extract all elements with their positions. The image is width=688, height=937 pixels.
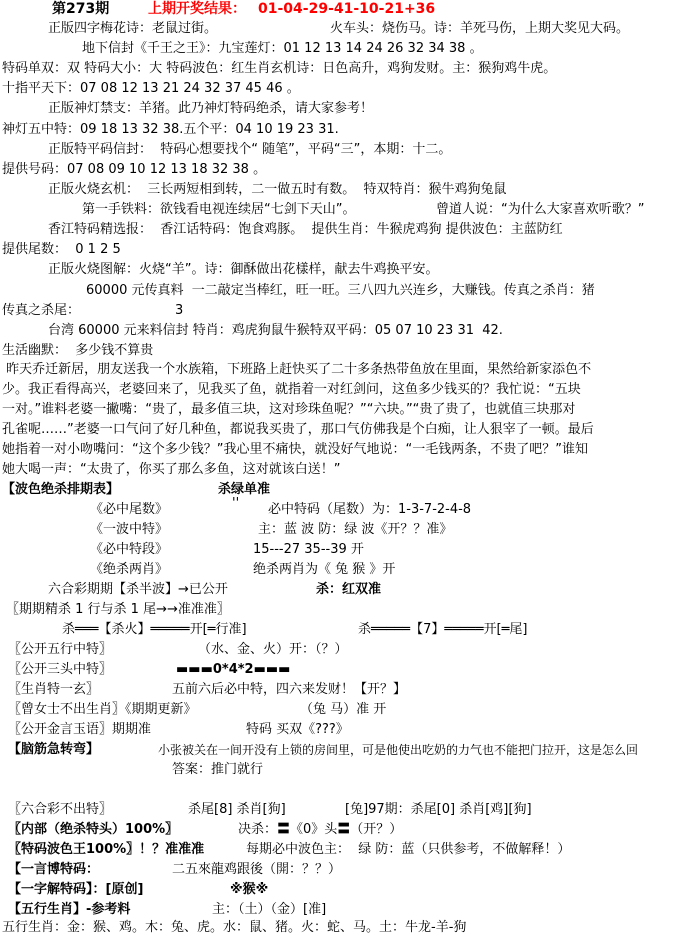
fax-kill-tail-value: 3 [175, 303, 184, 318]
brain-teaser-label: 【脑筋急转弯】 [8, 742, 100, 757]
one-char-value: ※猴※ [230, 882, 269, 897]
one-char-label: 【一字解特码】：[原创] [8, 882, 144, 897]
must-tail-value: 必中特码（尾数）为：1-3-7-2-4-8 [268, 502, 472, 517]
kill-half-wave-line: 六合彩期期【杀半波】→已公开 [48, 582, 228, 597]
hongkong-selection-line: 香江特码精选报： 香江话特码：饱食鸡豚。 提供生肖：牛猴虎鸡狗 提供波色：主蓝防红 [48, 222, 563, 237]
lamp-five-line: 神灯五中特：09 18 13 32 38.五个平：04 10 19 23 31. [2, 122, 339, 137]
kill-green-label: 杀绿单准 [218, 482, 271, 497]
fax-kill-tail-label: 传真之杀尾： [2, 303, 81, 318]
humor-title: 生活幽默： 多少钱不算贵 [2, 343, 154, 358]
internal-kill-head-value: 决杀：〓《0》头〓（开？） [238, 822, 403, 837]
ms-zeng-value: （兔 马）准 开 [300, 702, 387, 717]
story-line-1: 昨天乔迁新居，朋友送我一个水族箱，下班路上赶快买了二十多条热带鱼放在里面，果然给新家添色不 [2, 362, 592, 377]
ten-fingers-line: 十指平天下：07 08 12 13 21 24 32 37 45 46 。 [2, 81, 300, 96]
special-flat-envelope-line: 正版特平码信封： 特码心想要找个“ 随笔”，平码“三”，本期：十二。 [48, 142, 452, 157]
first-hand-line: 第一手铁料：欲钱看电视连续居“七剑下天山”。 [82, 202, 356, 217]
brain-teaser-answer: 答案：推门就行 [172, 762, 264, 777]
kill-row-title: 〖期期精杀 1 行与杀 1 尾→→准准准〗 [6, 602, 230, 617]
result-numbers: 01-04-29-41-10-21+36 [258, 1, 436, 17]
ms-zeng-label: 〖曾女士不出生肖〗《期期更新》 [8, 702, 197, 717]
story-line-2: 少。我正看得高兴，老婆回来了，见我买了鱼，就指着一对红剑问，这鱼多少钱买的？我忙说：“五块 [2, 382, 581, 397]
kill-fire-row: 杀═══【杀火】═════开[═行准] [62, 622, 247, 637]
no-special-label: 〖六合彩不出特〗 [8, 802, 113, 817]
result-label: 上期开奖结果： [148, 1, 246, 17]
five-element-label: 〖公开五行中特〗 [8, 642, 113, 657]
train-head-line: 火车头：烧伤马。诗：羊死马伤，上期大奖见大码。 [330, 21, 630, 36]
one-wave-value: 主：蓝 波 防：绿 波《开？？准》 [258, 522, 453, 537]
five-element-zodiac-list: 五行生肖：金：猴、鸡。木：兔、虎。水：鼠、猪。火：蛇、马。土：牛龙-羊-狗 [2, 920, 467, 935]
period-label: 第273期 [52, 1, 110, 17]
wave-king-label: 〖特码波色王100%〗！？准准准 [8, 842, 205, 857]
five-element-zodiac-label: 【五行生肖】-参考料 [8, 902, 131, 917]
five-element-value: （水、金、火）开：（？） [198, 642, 348, 657]
priest-says-line: 曾道人说：“为什么大家喜欢听歌？” [436, 202, 645, 217]
kill-two-label: 《绝杀两肖》 [90, 562, 169, 577]
kill-red-even-label: 杀：红双准 [316, 582, 382, 597]
zodiac-mystery-label: 〖生肖特一玄〗 [8, 682, 100, 697]
taiwan-envelope-line: 台湾 60000 元来料信封 特肖：鸡虎狗鼠牛猴特双平码：05 07 10 23 31 42. [48, 323, 503, 338]
must-range-label: 《必中特段》 [90, 542, 169, 557]
internal-kill-head-label: 〖内部（绝杀特头）100%〗 [8, 822, 179, 837]
underground-envelope-line: 地下信封《千王之王》：九宝莲灯：01 12 13 14 24 26 32 34 38 。 [82, 41, 483, 56]
story-line-6: 她大喝一声：“太贵了，你买了那么多鱼，这对就该白送！” [2, 462, 341, 477]
must-tail-label: 《必中尾数》 [90, 502, 169, 517]
golden-words-value: 特码 买双《???》 [246, 722, 349, 737]
provided-numbers-line: 提供号码：07 08 09 10 12 13 18 32 38 。 [2, 162, 267, 177]
wave-kill-table-title: 【波色绝杀排期表】 [2, 482, 120, 497]
story-line-4: 孔雀呢……”老婆一口气问了好几种鱼，都说我买贵了，那口气仿佛我是个白痴，让人狠宰了一顿。最后 [2, 422, 594, 437]
five-element-zodiac-value: 主：（土）（金）[准] [212, 902, 327, 917]
fax-material-line: 60000 元传真料 一二敲定当棒红，旺一旺。三八四九兴连乡，大赚钱。传真之杀肖：猪 [86, 283, 595, 298]
kill-seven-row: 杀═════【7】═════开[═尾] [358, 622, 528, 637]
wave-king-value: 每期必中波色主： 绿 防：蓝（只供参考，不做解释！） [246, 842, 571, 857]
dash-mark: '' [232, 496, 240, 511]
plum-poem-line: 正版四字梅花诗：老鼠过街。 [48, 21, 218, 36]
one-word-label: 【一言博特码： [8, 862, 100, 877]
story-line-5: 她指着一对小吻嘴问：“这个多少钱？”我心里不痛快，就没好气地说：“一毛钱两条，不贵了吧？”谁知 [2, 442, 588, 457]
story-line-3: 一对。”谁料老婆一撇嘴：“贵了，最多值三块，这对珍珠鱼呢？”“六块。”“贵了贵了，也就值三块那对 [2, 402, 576, 417]
provided-tails-line: 提供尾数： 0 1 2 5 [2, 242, 121, 257]
must-range-value: 15---27 35--39 开 [253, 542, 364, 557]
golden-words-label: 〖公开金言玉语〗期期准 [8, 722, 152, 737]
one-word-value: 二五來龍鸡跟後（開：？？） [172, 862, 342, 877]
kill-two-value: 绝杀两肖为《 兔 猴 》开 [253, 562, 396, 577]
zodiac-mystery-value: 五前六后必中特，四六来发财！【开？】 [172, 682, 407, 697]
no-special-period: [兔]97期：杀尾[0] 杀肖[鸡][狗] [345, 802, 532, 817]
fire-graphic-line: 正版火烧图解：火烧“羊”。诗：御酥做出花樣样，献去牛鸡换平安。 [48, 262, 439, 277]
three-head-value: ▬▬▬0*4*2▬▬▬ [176, 662, 291, 677]
three-head-label: 〖公开三头中特〗 [8, 662, 113, 677]
one-wave-label: 《一波中特》 [90, 522, 169, 537]
no-special-kill: 杀尾[8] 杀肖[狗] [188, 802, 286, 817]
brain-teaser-question: 小张被关在一间开没有上锁的房间里，可是他使出吃奶的力气也不能把门拉开，这是怎么回 [158, 743, 639, 757]
special-odd-even-line: 特码单双：双 特码大小：大 特码波色：红生肖玄机诗：日色高升，鸡狗发财。主：猴狗鸡牛虎。 [2, 61, 557, 76]
lamp-forbidden-line: 正版神灯禁支：羊猪。此乃神灯特码绝杀，请大家参考！ [48, 101, 374, 116]
fire-mystery-line: 正版火烧玄机： 三长两短相到转，二一做五时有数。 特双特肖：猴牛鸡狗兔鼠 [48, 182, 507, 197]
